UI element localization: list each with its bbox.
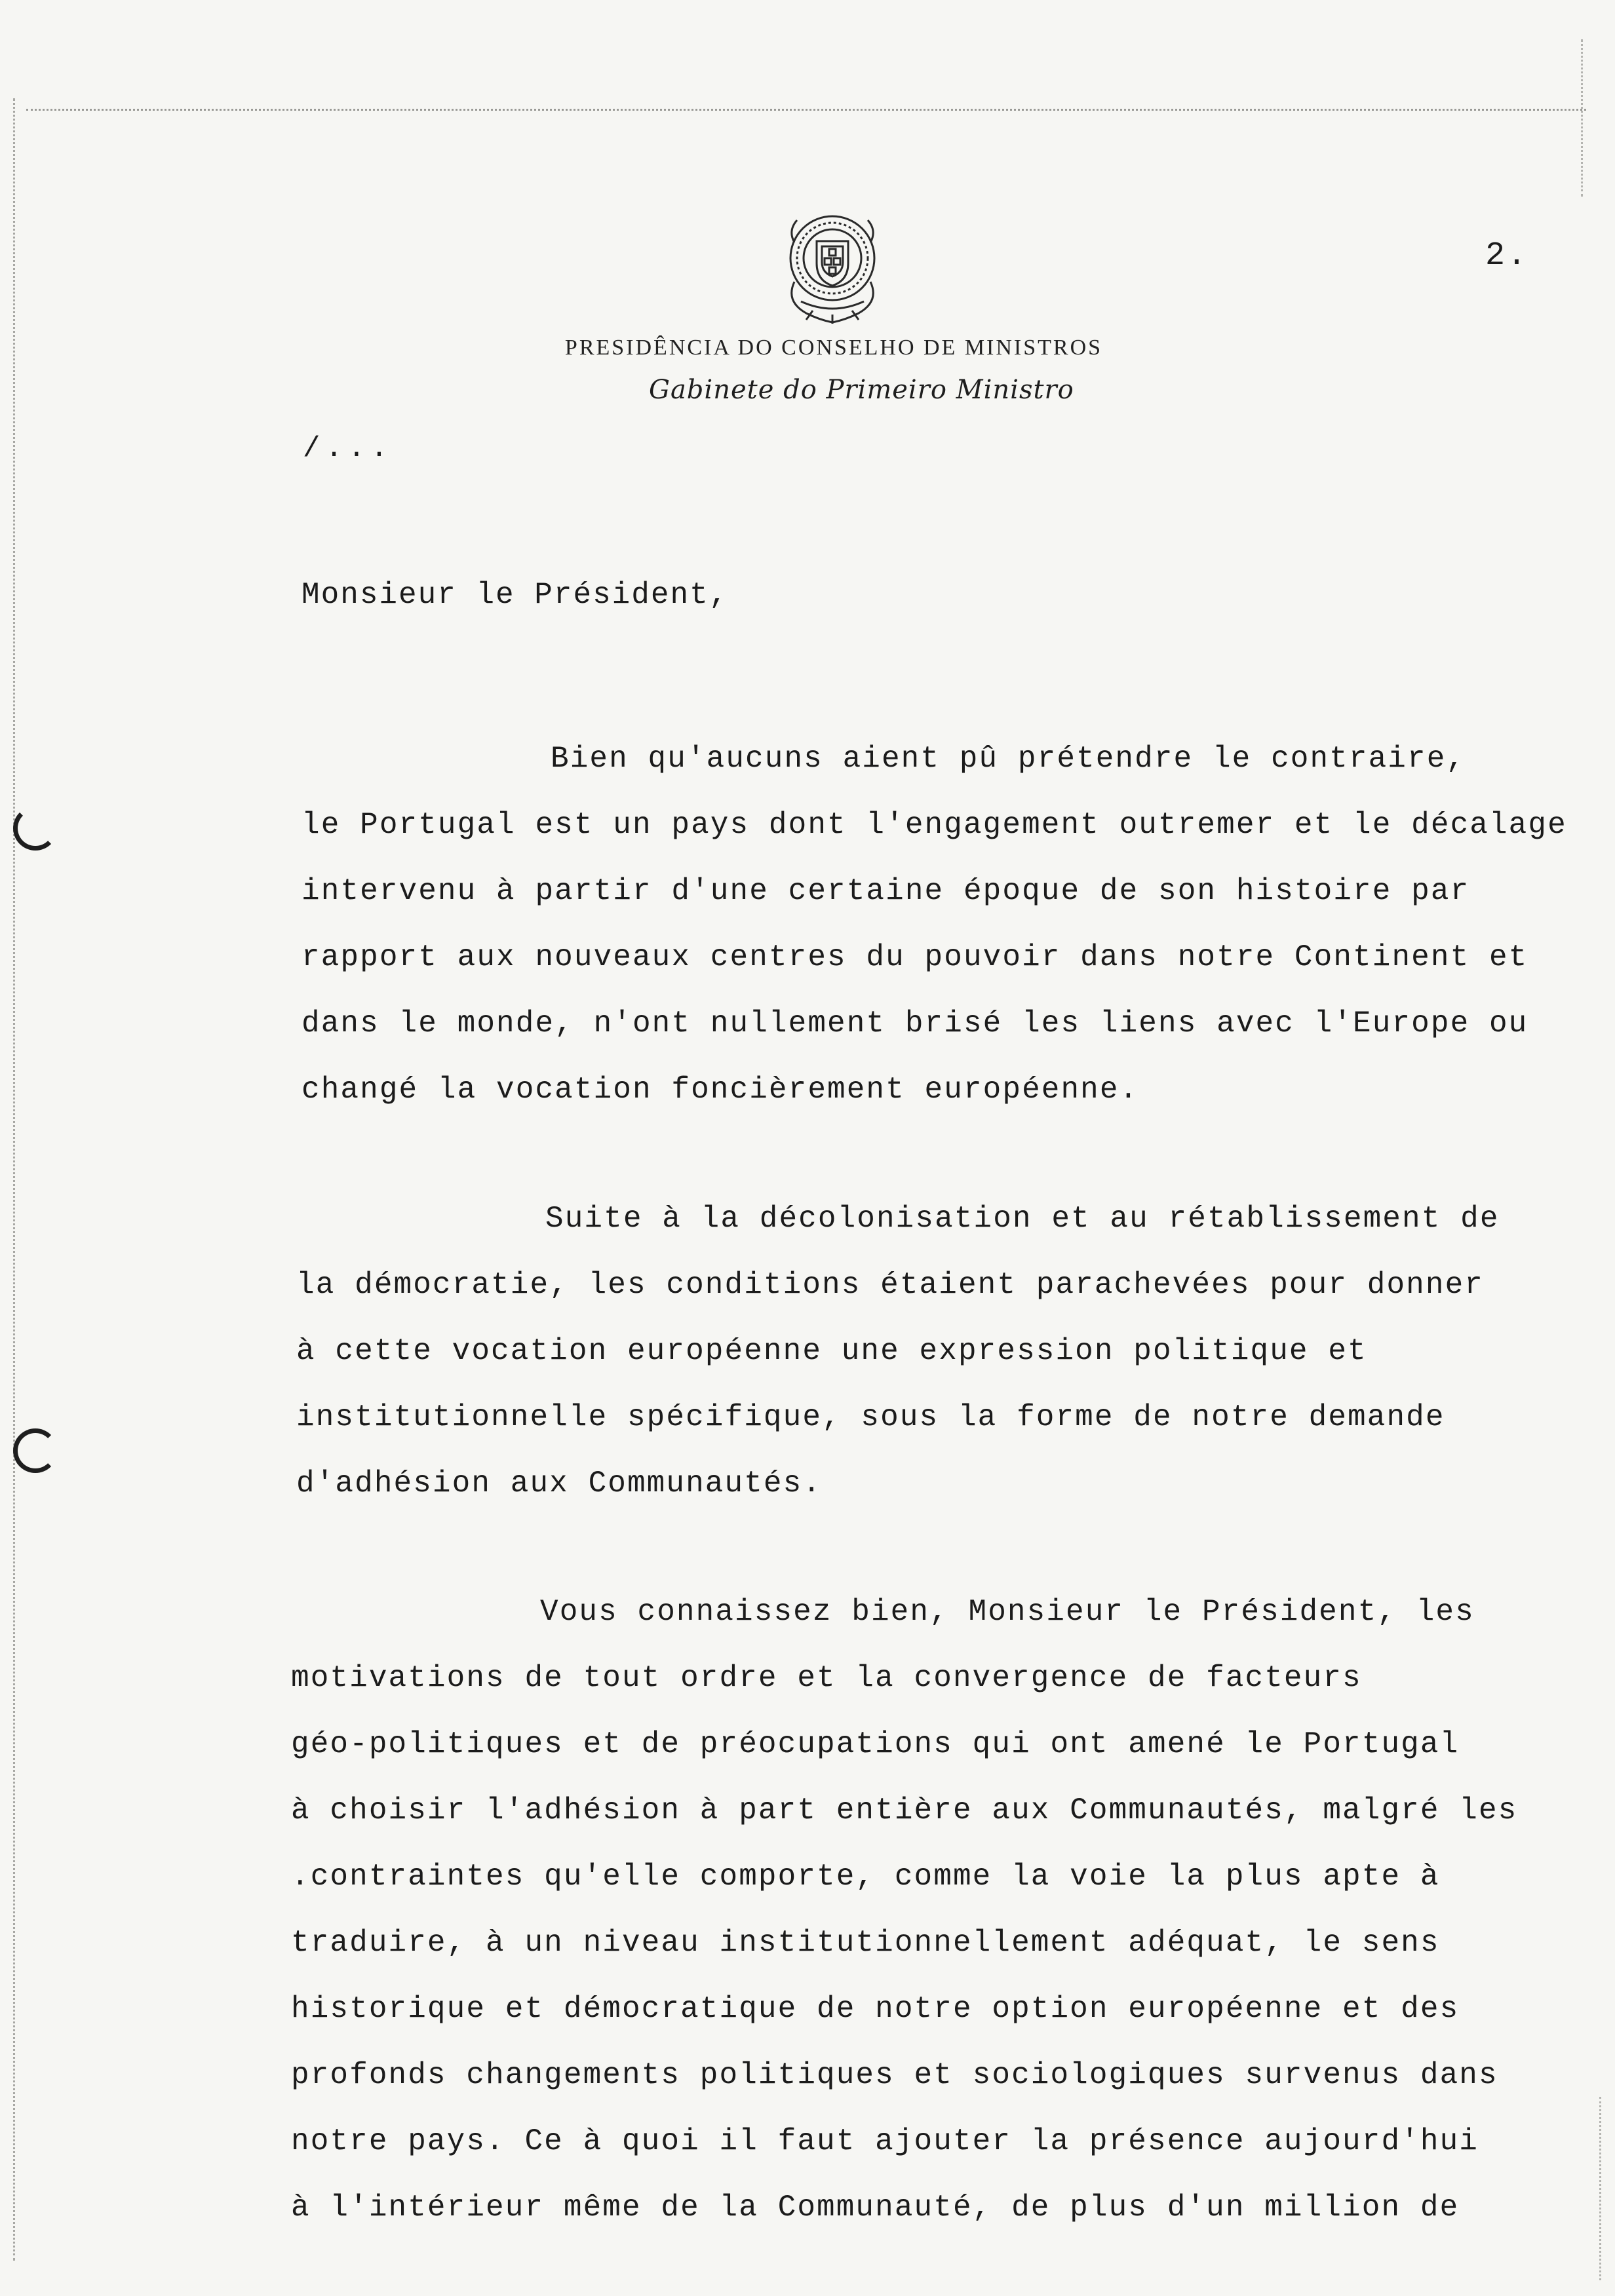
paragraph-line: dans le monde, n'ont nullement brisé les liens avec l'Europe ou [302, 1006, 1528, 1041]
letter-paragraph [296, 1186, 1500, 1517]
paragraph-line: Bien qu'aucuns aient pû prétendre le contraire, [551, 742, 1466, 776]
salutation: Monsieur le Président, [302, 578, 729, 612]
paragraph-line: à l'intérieur même de la Communauté, de plus d'un million de [291, 2191, 1460, 2225]
paragraph-line: .contraintes qu'elle comporte, comme la voie la plus apte à [291, 1860, 1440, 1894]
paragraph-line: institutionnelle spécifique, sous la forme de notre demande [296, 1400, 1445, 1434]
paragraph-line: le Portugal est un pays dont l'engagement outremer et le décalage [302, 808, 1567, 842]
scan-artifact-top-line [26, 109, 1586, 111]
letterhead-office-name: PRESIDÊNCIA DO CONSELHO DE MINISTROS [564, 335, 1103, 360]
scan-artifact-right-edge-bottom [1599, 2097, 1601, 2280]
paragraph-line: historique et démocratique de notre option européenne et des [291, 1992, 1460, 2026]
paragraph-line: profonds changements politiques et sociologiques survenus dans [291, 2058, 1498, 2092]
paragraph-line: intervenu à partir d'une certaine époque de son histoire par [302, 874, 1470, 908]
continuation-mark: /... [303, 432, 393, 465]
scan-artifact-left-edge [13, 98, 15, 2261]
paragraph-line: rapport aux nouveaux centres du pouvoir dans notre Continent et [302, 940, 1528, 974]
letterhead-cabinet-name: Gabinete do Primeiro Ministro [649, 375, 1074, 405]
punch-hole-mark [13, 806, 58, 851]
paragraph-line: traduire, à un niveau institutionnellement adéquat, le sens [291, 1926, 1440, 1960]
punch-hole-mark [13, 1428, 58, 1473]
paragraph-line: à choisir l'adhésion à part entière aux Communautés, malgré les [291, 1793, 1518, 1827]
paragraph-line: Vous connaissez bien, Monsieur le Président, les [540, 1595, 1475, 1629]
paragraph-line: Suite à la décolonisation et au rétablissement de [545, 1202, 1500, 1236]
scan-artifact-right-edge [1581, 39, 1583, 197]
paragraph-line: d'adhésion aux Communautés. [296, 1466, 823, 1501]
paragraph-line: changé la vocation foncièrement européenne. [302, 1073, 1139, 1107]
paragraph-line: motivations de tout ordre et la convergence de facteurs [291, 1661, 1362, 1695]
paragraph-line: notre pays. Ce à quoi il faut ajouter la présence aujourd'hui [291, 2124, 1479, 2158]
paragraph-line: la démocratie, les conditions étaient parachevées pour donner [296, 1268, 1484, 1302]
letter-paragraph [302, 726, 1567, 1123]
paragraph-line: géo-politiques et de préocupations qui ont amené le Portugal [291, 1727, 1460, 1761]
portuguese-coat-of-arms-icon [775, 203, 890, 328]
letter-paragraph [291, 1579, 1517, 2241]
paragraph-line: à cette vocation européenne une expression politique et [296, 1334, 1367, 1368]
page-number: 2. [1485, 237, 1529, 275]
